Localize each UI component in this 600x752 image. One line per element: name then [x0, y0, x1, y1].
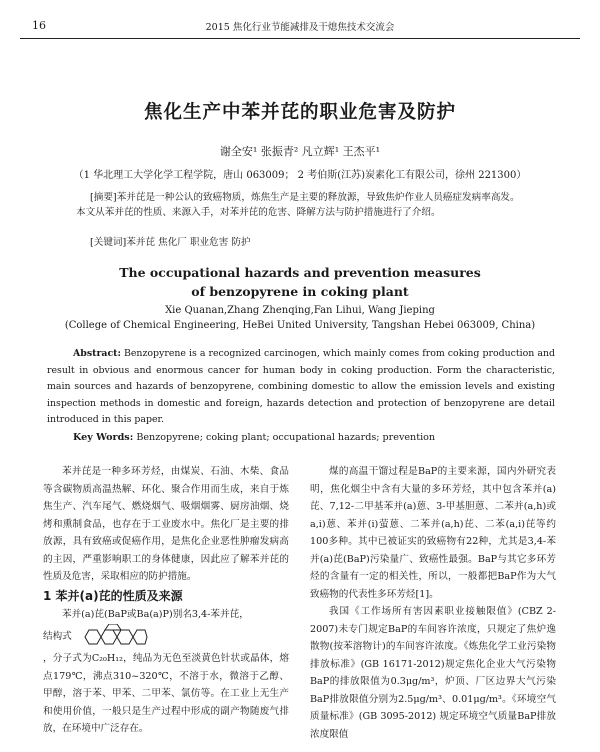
author-list: 谢全安¹ 张振青² 凡立辉¹ 王杰平¹	[219, 145, 381, 158]
english-abstract	[47, 346, 555, 429]
formula-lead: 结构式	[43, 630, 72, 642]
abstract-cn-label: [摘要]	[90, 192, 117, 203]
abstract-cn	[76, 190, 528, 220]
english-title-line2: of benzopyrene in coking plant	[191, 284, 409, 299]
keywords-cn-label: [关键词]	[90, 237, 127, 248]
keywords-cn	[90, 234, 251, 248]
english-keywords-label: Key Words:	[73, 432, 134, 443]
standards-paragraph: 我国《工作场所有害因素职业接触限值》(CBZ 2-2007)未专门规定BaP的车间容许浓度，只规定了焦炉逸散物(按苯溶物计)的车间容许浓度。《炼焦化学工业污染物排放标准》(GB 16171-2012)规定焦化企业大气污染物BaP的排放限值为0.3μg/m³，炉顶、厂区边界大气污染BaP排放限值分别为2.5μg/m³、0.01μg/m³。《环境空气质量标准》(GB 3095-2012) 规定环境空气质量BaP排放浓度限值	[310, 606, 556, 740]
page-header	[20, 12, 580, 39]
keywords-cn-text: 苯并芘 焦化厂 职业危害 防护	[126, 237, 251, 248]
properties-paragraph: ，分子式为C₂₀H₁₂，纯品为无色至淡黄色针状或晶体，熔点179℃，沸点310~320℃，不溶于水，微溶于乙醇、甲醇，溶于苯、甲苯、二甲苯、氯仿等。在工业上无生产和使用价值，一般只是生产过程中形成的副产物随废气排放，在环境中广泛存在。	[43, 653, 289, 734]
affiliations: （1 华北理工大学化学工程学院，唐山 063009； 2 考伯斯(江苏)炭素化工有限公司，徐州 221300）	[73, 170, 527, 181]
english-abstract-label: Abstract:	[73, 348, 121, 359]
english-abstract-text: Benzopyrene is a recognized carcinogen, which mainly comes from coking production and result in obvious and enormous cancer for human body in coking production. Form the characteristic, main sources and hazards of benzopyrene, combining domestic to allow the emission levels and existing inspection methods in domestic and foreign, hazards detection and protection of benzopyrene are detail introduced in this paper.	[47, 348, 555, 425]
english-affiliation: (College of Chemical Engineering, HeBei United University, Tangshan Hebei 063009, China)	[64, 320, 536, 331]
running-title: 2015 焦化行业节能减排及干熄焦技术交流会	[205, 22, 395, 33]
right-column	[310, 463, 556, 743]
left-column	[43, 463, 289, 738]
english-authors: Xie Quanan,Zhang Zhenqing,Fan Lihui, Wang Jieping	[165, 305, 435, 316]
english-keywords	[73, 432, 435, 443]
structure-formula-row	[43, 623, 289, 650]
abstract-cn-text: 苯并芘是一种公认的致癌物质，炼焦生产是主要的释放源，导致焦炉作业人员癌症发病率高发。本文从苯并芘的性质、来源入手，对苯并芘的危害、降解方法与防护措施进行了介绍。	[76, 192, 520, 218]
paper-title: 焦化生产中苯并芘的职业危害及防护	[143, 102, 456, 123]
english-title-line1: The occupational hazards and prevention measures	[119, 265, 481, 280]
section-heading-1: 1 苯并(a)芘的性质及来源	[43, 588, 183, 603]
sources-paragraph: 煤的高温干馏过程是BaP的主要来源，国内外研究表明，焦化烟尘中含有大量的多环芳烃，其中包含苯并(a)芘、7,12-二甲基苯并(a)蒽、3-甲基胆蒽、二苯并(a,h)或a,i)蒽、苯并(i)萤蒽、二苯并(a,h)芘、二苯(a,i)芘等约100多种。其中已被证实的致癌物有22种，尤其是3,4-苯并(a)芘(BaP)污染量广、致癌性最强。BaP与其它多环芳烃的含量有一定的相关性，所以，一般都把BaP作为大气致癌物的代表性多环芳烃[1]。	[310, 466, 556, 600]
intro-paragraph: 苯并芘是一种多环芳烃，由煤炭、石油、木柴、食品等含碳物质高温热解、环化、聚合作用而生成，来自于炼焦生产、汽车尾气、燃烧烟气、吸烟烟雾、厨房油烟、烧烤和熏制食品，也存在于工业废水中。焦化厂是主要的排放源，具有致癌或促癌作用，是焦化企业恶性肿瘤发病高的主因，严重影响职工的身体健康，因此应了解苯并芘的性质及危害，采取相应的防护措施。	[43, 466, 289, 582]
page-number: 16	[32, 19, 46, 32]
properties-paragraph-lead: 苯并(a)芘(BaP或Ba(a)P)别名3,4-苯并芘，	[62, 608, 249, 620]
benzopyrene-structure-icon	[77, 624, 149, 650]
english-keywords-text: Benzopyrene; coking plant; occupational hazards; prevention	[136, 432, 436, 443]
